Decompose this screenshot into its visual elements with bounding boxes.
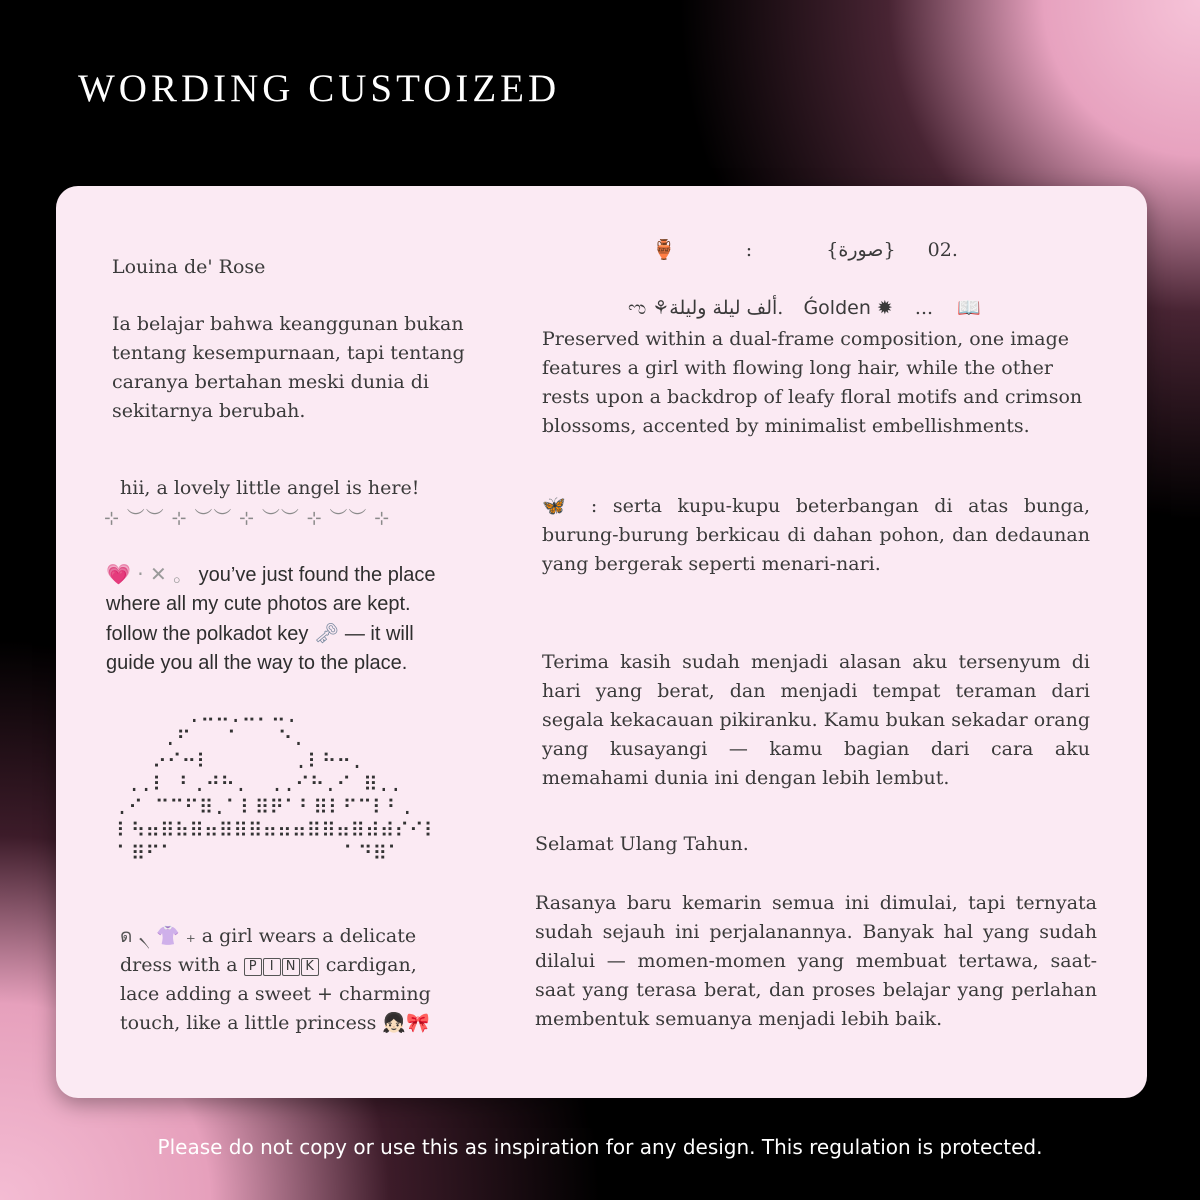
right-header-row xyxy=(652,238,958,261)
dress-first: a girl wears a delicate xyxy=(201,925,417,947)
arabic-title: ⚘ألف ليلة وليلة. xyxy=(652,297,784,319)
greeting: Selamat Ulang Tahun. xyxy=(535,833,749,855)
cloud-icon: ಌ xyxy=(628,297,647,319)
angel-line: hii, a lovely little angel is here! xyxy=(120,477,420,499)
section-number: 02. xyxy=(927,239,958,261)
intro-paragraph: Ia belajar bahwa keanggunan bukan tentang kesempurnaan, tapi tentang caranya bertahan meski dunia di sekitarnya berubah. xyxy=(112,313,465,422)
heart-icon: 💗 · ✕ 。 xyxy=(106,562,194,586)
ellipsis: ... xyxy=(914,297,934,319)
golden-label: Ǵolden xyxy=(803,297,871,319)
book-icon: 📖 xyxy=(957,297,981,319)
dress-icons: ด ৲ 👚 ₊ xyxy=(120,925,196,947)
pink-letter-p: P xyxy=(244,958,262,976)
sun-icon: ✹ xyxy=(876,297,893,319)
dress-cardigan: cardigan, xyxy=(325,954,417,976)
braille-art: .⠤⠤.⠤⠄⠤. .⠋ ⠁ ⠑. ⠔⠊⠒⠇ .⠇⠓⠒. ..⠇ ⠃.⠚⠓. ..⠊⠓.⠊ ⠿.. .⠊ ⠉⠉⠋⠿.⠁⠇⠿⠟⠁⠃⠿⠇⠋⠉⠇⠃. ⠇⠳⠶⠿⠷⠿⠶⠿⠿⠿⠶⠶⠶⠿⠿⠶⠿⠾⠾⠎⠊⠇ ⠁⠿⠋⠁ ⠁⠙⠿⠁ xyxy=(116,703,439,865)
key-icon: 🗝 xyxy=(313,621,340,645)
closing-paragraph: Rasanya baru kemarin semua ini dimulai, tapi ternyata sudah sejauh ini perjalanannya. Banyak hal yang sudah dilalui — momen-momen yang membuat tertawa, saat-saat yang terasa berat, dan proses belajar yang perlahan membentuk semuanya menjadi lebih baik. xyxy=(535,892,1097,1030)
page-title: WORDING CUSTOIZED xyxy=(78,67,561,110)
butterfly-icon: 🦋 xyxy=(542,495,576,517)
cute-end: — it will guide you all the way to the place. xyxy=(106,623,414,674)
cute-first: you’ve just found the xyxy=(198,564,383,586)
copyright-notice: Please do not copy or use this as inspiration for any design. This regulation is protected. xyxy=(157,1135,1043,1159)
butterfly-paragraph xyxy=(542,492,1090,579)
recipient-name: Louina de' Rose xyxy=(112,256,266,278)
cute-photos-text xyxy=(106,560,461,678)
dress-rest: lace adding a sweet + charming touch, like a little princess xyxy=(120,983,431,1034)
vase-icon: 🏺 xyxy=(652,239,676,261)
pink-letter-i: I xyxy=(263,958,281,976)
image-description: Preserved within a dual-frame composition, one image features a girl with flowing long hair, while the other rests upon a backdrop of leafy floral motifs and crimson blossoms, accented by minimalist embellishments. xyxy=(542,328,1083,437)
right-title-row xyxy=(628,296,981,319)
divider-ornament: ⊹ ︶︶ ⊹ ︶︶ ⊹ ︶︶ ⊹ ︶︶ ⊹ xyxy=(104,508,391,529)
dress-text xyxy=(120,922,460,1038)
thanks-paragraph: Terima kasih sudah menjadi alasan aku tersenyum di hari yang berat, dan menjadi tempat teraman dari segala kekacauan pikiranku. Kamu bukan sekadar orang yang kusayangi — kamu bagian dari cara aku memahami dunia ini dengan lebih lembut. xyxy=(542,651,1090,789)
cute-rest: place where all my cute photos are kept. follow the polkadot key xyxy=(106,564,436,645)
pink-letter-n: N xyxy=(282,958,300,976)
dress-mid: dress with a xyxy=(120,954,238,976)
arabic-image-label: {صورة} xyxy=(826,239,896,261)
header-colon: : xyxy=(745,239,753,261)
wording-card xyxy=(56,186,1147,1098)
princess-icons: 👧🏻🎀 xyxy=(382,1012,430,1034)
butterfly-text: : serta kupu-kupu beterbangan di atas bunga, burung-burung berkicau di dahan pohon, dan dedaunan yang bergerak seperti menari-nari. xyxy=(542,495,1090,575)
pink-letter-k: K xyxy=(301,958,319,976)
